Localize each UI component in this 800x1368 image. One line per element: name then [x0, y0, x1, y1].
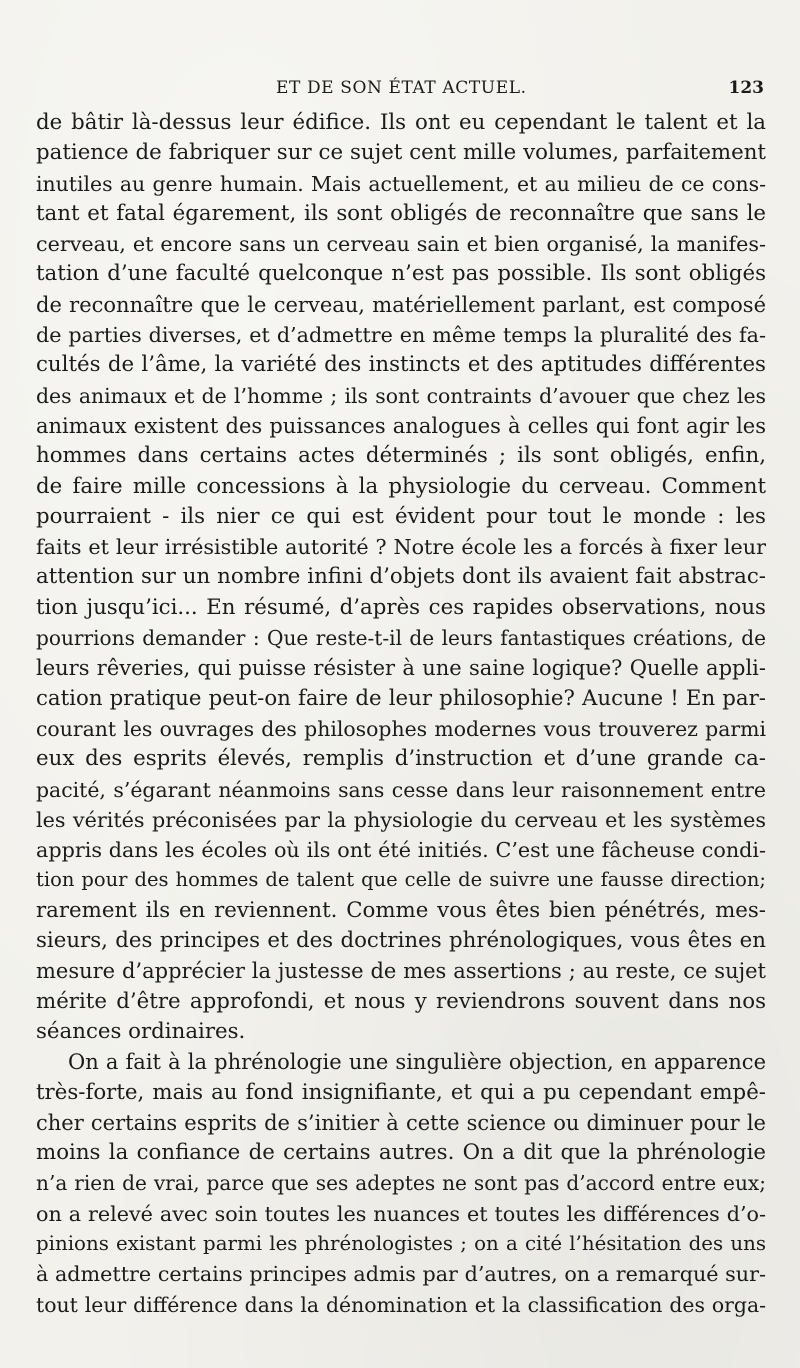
text-line: cher certains esprits de s’initier à cette science ou diminuer pour le — [36, 1110, 766, 1135]
text-line: sieurs, des principes et des doctrines phrénologiques, vous êtes en — [36, 928, 766, 954]
text-line: de parties diverses, et d’admettre en même temps la pluralité des fa- — [36, 323, 766, 348]
running-head — [36, 74, 764, 104]
text-line: pinions existant parmi les phrénologistes ; on a cité l’hésitation des uns — [36, 1231, 766, 1255]
text-line: des animaux et de l’homme ; ils sont contraints d’avouer que chez les — [36, 383, 766, 408]
running-head-title: ET DE SON ÉTAT ACTUEL. — [276, 78, 527, 98]
text-line: séances ordinaires. — [36, 1018, 246, 1044]
text-line: rarement ils en reviennent. Comme vous êtes bien pénétrés, mes- — [36, 897, 766, 923]
text-line: pacité, s’égarant néanmoins sans cesse dans leur raisonnement entre — [36, 777, 766, 802]
text-line: leurs rêveries, qui puisse résister à une saine logique? Quelle appli- — [36, 656, 766, 681]
text-line: cultés de l’âme, la variété des instincts et des aptitudes différentes — [36, 352, 766, 378]
text-line: pourrions demander : Que reste-t-il de leurs fantastiques créations, de — [36, 626, 766, 651]
text-line: à admettre certains principes admis par d’autres, on a remarqué sur- — [36, 1262, 766, 1287]
text-line: courant les ouvrages des philosophes modernes vous trouverez parmi — [36, 716, 766, 741]
text-line: hommes dans certains actes déterminés ; ils sont obligés, enfin, — [36, 443, 766, 469]
text-line: animaux existent des puissances analogues à celles qui font agir les — [36, 413, 766, 438]
text-line: cerveau, et encore sans un cerveau sain et bien organisé, la manifes- — [36, 232, 766, 257]
text-line: attention sur un nombre infini d’objets dont ils avaient fait abstrac- — [36, 564, 766, 590]
text-line: faits et leur irrésistible autorité ? Notre école les a forcés à fixer leur — [36, 535, 766, 560]
text-line: tion jusqu’ici... En résumé, d’après ces rapides observations, nous — [36, 594, 766, 620]
text-line: inutiles au genre humain. Mais actuellement, et au milieu de ce cons- — [36, 171, 766, 196]
text-line: mesure d’apprécier la justesse de mes assertions ; au reste, ce sujet — [36, 959, 766, 984]
text-line: tion pour des hommes de talent que celle de suivre une fausse direction; — [36, 868, 766, 892]
paragraph-2 — [36, 1047, 766, 1320]
body-text — [36, 108, 766, 1320]
text-line: moins la confiance de certains autres. On a dit que la phrénologie — [36, 1140, 766, 1166]
text-line: tation d’une faculté quelconque n’est pas possible. Ils sont obligés — [36, 261, 766, 287]
text-line: patience de fabriquer sur ce sujet cent mille volumes, parfaitement — [36, 140, 766, 166]
text-line: pourraient - ils nier ce qui est évident pour tout le monde : les — [36, 503, 766, 529]
text-line: On a fait à la phrénologie une singulière objection, en apparence — [68, 1050, 766, 1075]
text-line: n’a rien de vrai, parce que ses adeptes ne sont pas d’accord entre eux; — [36, 1171, 766, 1196]
text-line: on a relevé avec soin toutes les nuances et toutes les différences d’o- — [36, 1201, 766, 1226]
paragraph-1 — [36, 108, 766, 1047]
text-line: mérite d’être approfondi, et nous y reviendrons souvent dans nos — [36, 988, 766, 1014]
page-number: 123 — [728, 78, 764, 98]
text-line: tout leur différence dans la dénomination et la classification des orga- — [36, 1292, 766, 1317]
text-line: tant et fatal égarement, ils sont obligés de reconnaître que sans le — [36, 200, 766, 226]
text-line: de reconnaître que le cerveau, matériellement parlant, est composé — [36, 292, 766, 317]
text-line: de bâtir là-dessus leur édifice. Ils ont eu cependant le talent et la — [36, 110, 766, 135]
text-line: très-forte, mais au fond insignifiante, et qui a pu cependant empê- — [36, 1079, 766, 1105]
text-line: de faire mille concessions à la physiologie du cerveau. Comment — [36, 473, 766, 499]
text-line: appris dans les écoles où ils ont été initiés. C’est une fâcheuse condi- — [36, 838, 766, 863]
text-line: cation pratique peut-on faire de leur philosophie? Aucune ! En par- — [36, 685, 766, 711]
text-line: eux des esprits élevés, remplis d’instruction et d’une grande ca- — [36, 746, 766, 772]
text-line: les vérités préconisées par la physiologie du cerveau et les systèmes — [36, 807, 766, 832]
